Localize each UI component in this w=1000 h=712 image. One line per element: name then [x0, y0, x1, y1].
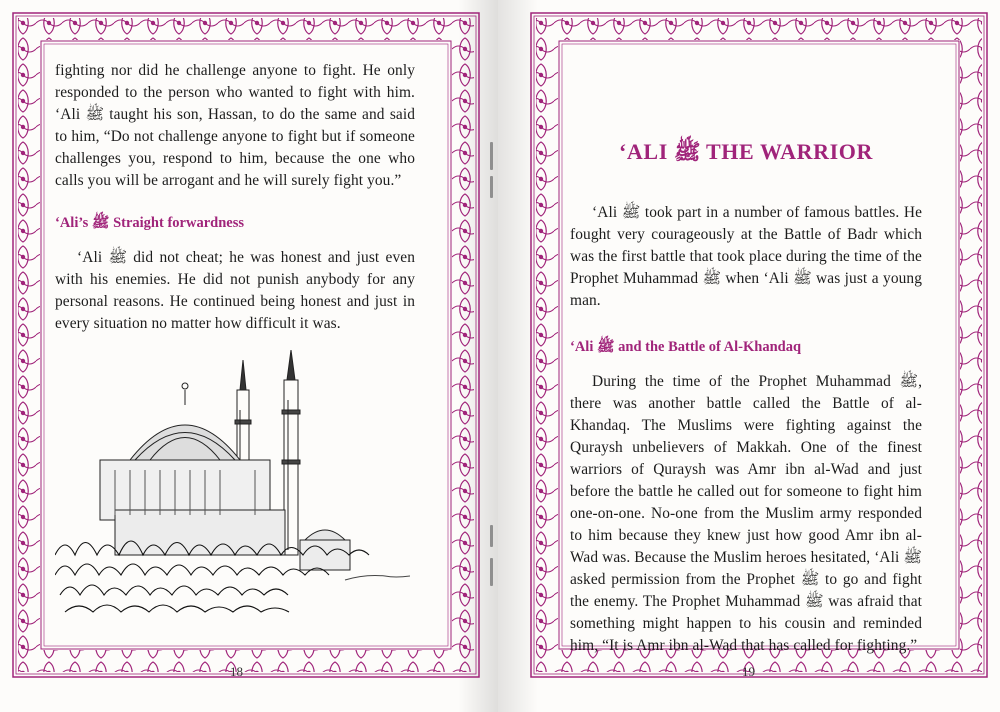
left-paragraph-2: ‘Ali ﷺ did not cheat; he was honest and just even with his enemies. He did not punish anybody for any personal reasons. He continued being honest and just in every situation no matter how difficult it was. — [55, 249, 416, 332]
binding-staple-top — [490, 142, 493, 170]
left-text-block — [55, 60, 415, 335]
binding-staple-bottom — [490, 558, 493, 586]
chapter-title: ‘ALI ﷺ THE WARRIOR — [619, 139, 873, 164]
right-subheading: ‘Ali ﷺ and the Battle of Al-Khandaq — [570, 339, 802, 355]
left-page — [0, 0, 498, 712]
right-page — [498, 0, 1000, 712]
page-number-right: 19 — [742, 664, 755, 679]
binding-staple-lower — [490, 525, 493, 547]
left-paragraph-1: fighting nor did he challenge anyone to fight. He only responded to the person who wanted to fight with him. ‘Ali ﷺ taught his son, Hassan, to do the same and said to him, “Do not challenge anyone to fight but if someone challenges you, respond to him, because the one who calls you will be arrogant and he will surely fight you.” — [55, 62, 416, 189]
mosque-sketch-icon — [55, 350, 410, 628]
left-subheading: ‘Ali’s ﷺ Straight forwardness — [55, 215, 244, 231]
right-paragraph-1: ‘Ali ﷺ took part in a number of famous battles. He fought very courageously at the Battle of Badr which was the first battle that took place during the time of the Prophet Muhammad ﷺ when ‘Ali ﷺ was just a young man. — [570, 204, 923, 309]
right-text-block — [570, 202, 922, 657]
page-number-left: 18 — [230, 664, 243, 679]
right-paragraph-2: During the time of the Prophet Muhammad ﷺ, there was another battle called the Battle of al-Khandaq. The Muslims were fighting against the Quraysh unbelievers of Makkah. One of the finest warriors of Quraysh was Amr ibn al-Wad and just before the battle he called out for someone to fight him one-on-one. No-one from the Muslim army responded to him because they knew just how good Amr ibn al-Wad was. Because the Muslim heroes hesitated, ‘Ali ﷺ asked permission from the Prophet ﷺ to go and fight the enemy. The Prophet Muhammad ﷺ was afraid that something might happen to his cousin and reminded him, “It is Amr ibn al-Wad that has called for fighting.” — [570, 373, 922, 654]
binding-staple-upper — [490, 176, 493, 198]
